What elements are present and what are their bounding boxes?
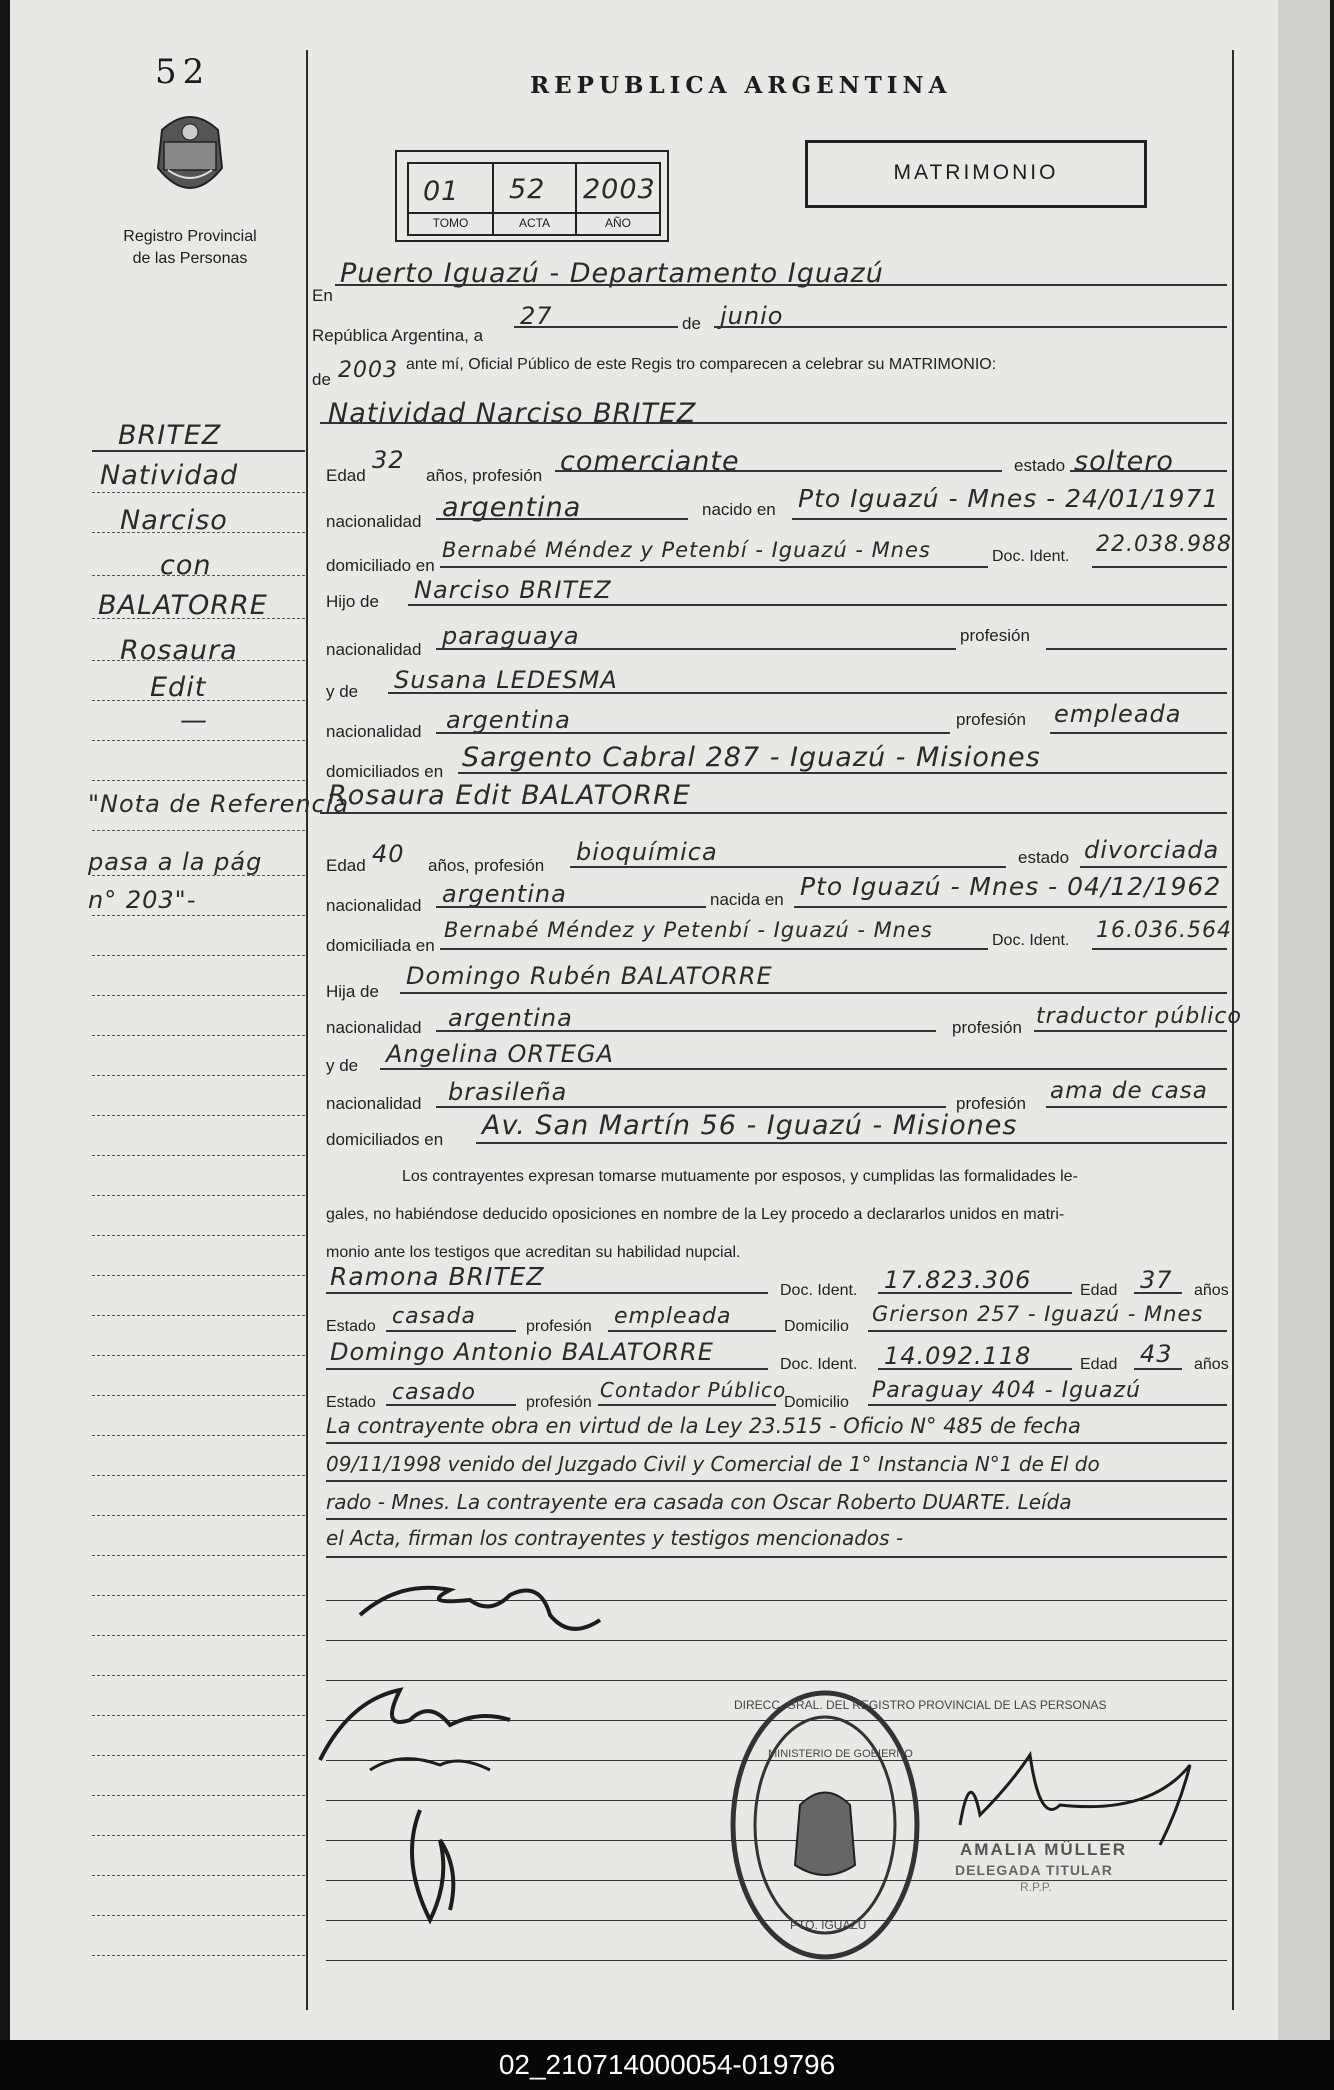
witness2-estado-label: Estado: [326, 1394, 376, 1411]
margin-note-2: pasa a la pág: [88, 848, 263, 876]
groom-mother-prof-label: profesión: [956, 710, 1026, 729]
margin-line-3: Narciso: [120, 505, 228, 536]
officer-abbr: R.P.P.: [1020, 1880, 1052, 1894]
bride-father-nat: argentina: [448, 1004, 573, 1032]
groom-profession: comerciante: [560, 446, 740, 477]
note-line-4: el Acta, firman los contrayentes y testigos mencionados -: [326, 1526, 904, 1550]
month-value: junio: [720, 302, 784, 330]
declaration-line2: gales, no habiéndose deducido oposiciones en nombre de la Ley procedo a declararlos unidos en matri-: [326, 1206, 1065, 1223]
witness1-doc: 17.823.306: [884, 1266, 1032, 1294]
witness1-estado-label: Estado: [326, 1318, 376, 1335]
de-label: de: [682, 314, 701, 333]
officer-title: DELEGADA TITULAR: [955, 1862, 1113, 1878]
bride-mother: Angelina ORTEGA: [386, 1040, 614, 1068]
bride-mother-nat: brasileña: [448, 1078, 568, 1106]
bride-parents-address: Av. San Martín 56 - Iguazú - Misiones: [482, 1110, 1018, 1141]
margin-note-1: "Nota de Referencia: [88, 790, 350, 818]
witness2-doc: 14.092.118: [884, 1342, 1032, 1370]
act-type: MATRIMONIO: [893, 161, 1059, 184]
witness2-profession: Contador Público: [600, 1378, 787, 1402]
groom-mother-nat-label: nacionalidad: [326, 722, 422, 741]
witness2-status: casado: [392, 1380, 476, 1405]
officer-name: AMALIA MÜLLER: [960, 1840, 1128, 1859]
margin-line-8: —: [180, 705, 208, 736]
groom-name: Natividad Narciso BRITEZ: [328, 398, 697, 429]
groom-address: Bernabé Méndez y Petenbí - Iguazú - Mnes: [442, 538, 931, 562]
witness2-dom-label: Domicilio: [784, 1394, 849, 1411]
margin-line-7: Edit: [150, 672, 207, 703]
groom-mother-prof: empleada: [1054, 700, 1182, 728]
margin-line-5: BALATORRE: [98, 590, 268, 621]
witness2-age: 43: [1140, 1340, 1173, 1368]
en-label: En: [312, 286, 333, 305]
document-page: [10, 0, 1320, 2040]
document-id-bar: 02_210714000054-019796: [0, 2040, 1334, 2090]
witness2-anos-label: años: [1194, 1356, 1229, 1373]
witness1-name: Ramona BRITEZ: [330, 1262, 545, 1291]
right-border: [1232, 50, 1234, 2010]
bride-anos-prof-label: años, profesión: [428, 856, 545, 875]
country-title: REPUBLICA ARGENTINA: [530, 72, 952, 99]
bride-mother-prof: ama de casa: [1050, 1078, 1208, 1104]
acta-value: 52: [509, 174, 546, 205]
witness2-prof-label: profesión: [526, 1394, 592, 1411]
groom-mother: Susana LEDESMA: [394, 666, 618, 694]
ano-value: 2003: [583, 174, 656, 205]
bride-name: Rosaura Edit BALATORRE: [328, 780, 691, 811]
bride-nationality: argentina: [442, 880, 567, 908]
witness2-address: Paraguay 404 - Iguazú: [872, 1378, 1141, 1403]
signature-bride: [310, 1670, 550, 1780]
bride-nac-label: nacionalidad: [326, 896, 422, 915]
place-value: Puerto Iguazú - Departamento Iguazú: [340, 258, 884, 289]
margin-line-4: con: [160, 550, 212, 581]
margin-divider: [306, 50, 308, 2010]
groom-dom-label: domiciliado en: [326, 556, 435, 575]
groom-civil-status: soltero: [1074, 446, 1174, 477]
bride-father: Domingo Rubén BALATORRE: [406, 962, 773, 990]
witness1-prof-label: profesión: [526, 1318, 592, 1335]
groom-parents-address: Sargento Cabral 287 - Iguazú - Misiones: [462, 742, 1041, 773]
margin-line-1: BRITEZ: [118, 420, 222, 451]
bride-birth: Pto Iguazú - Mnes - 04/12/1962: [800, 872, 1222, 901]
signature-witness: [390, 1800, 490, 1930]
witness1-dom-label: Domicilio: [784, 1318, 849, 1335]
bride-father-prof-label: profesión: [952, 1018, 1022, 1037]
bride-edad-label: Edad: [326, 856, 366, 875]
groom-anos-prof-label: años, profesión: [426, 466, 543, 485]
groom-estado-label: estado: [1014, 456, 1066, 475]
witness1-status: casada: [392, 1304, 476, 1329]
de2-label: de: [312, 370, 331, 389]
margin-line-2: Natividad: [100, 460, 239, 491]
groom-edad-label: Edad: [326, 466, 366, 485]
groom-nationality: argentina: [442, 492, 582, 523]
ano-label: AÑO: [604, 216, 631, 230]
witness2-doc-label: Doc. Ident.: [780, 1356, 858, 1373]
bride-mother-prof-label: profesión: [956, 1094, 1026, 1113]
bride-father-nat-label: nacionalidad: [326, 1018, 422, 1037]
margin-note-3: n° 203"-: [88, 886, 197, 914]
binding-strip: [1278, 0, 1330, 2040]
stamp-inner-text: MINISTERIO DE GOBIERNO: [768, 1748, 913, 1760]
groom-yde-label: y de: [326, 682, 359, 701]
groom-parents-dom-label: domiciliados en: [326, 762, 444, 781]
groom-father-nat: paraguaya: [442, 622, 580, 650]
margin-line-6: Rosaura: [120, 635, 238, 666]
tomo-label: TOMO: [432, 216, 469, 230]
groom-birth: Pto Iguazú - Mnes - 24/01/1971: [798, 484, 1220, 513]
acta-label: ACTA: [518, 216, 551, 230]
groom-doc-label: Doc. Ident.: [992, 548, 1070, 565]
bride-yde-label: y de: [326, 1056, 359, 1075]
act-type-box: [805, 140, 1147, 208]
bride-age: 40: [372, 840, 405, 868]
groom-nacido-label: nacido en: [702, 500, 776, 519]
act-number-box: [395, 150, 669, 242]
signature-officer: [950, 1745, 1210, 1855]
groom-age: 32: [372, 446, 405, 474]
witness2-edad-label: Edad: [1080, 1356, 1118, 1373]
bride-nacida-label: nacida en: [710, 890, 784, 909]
groom-father-nat-label: nacionalidad: [326, 640, 422, 659]
witness1-age: 37: [1140, 1266, 1173, 1294]
groom-hijo-label: Hijo de: [326, 592, 379, 611]
declaration-line1: Los contrayentes expresan tomarse mutuamente por esposos, y cumplidas las formalidades le-: [402, 1168, 1078, 1185]
bride-father-prof: traductor público: [1036, 1004, 1242, 1029]
note-line-2: 09/11/1998 venido del Juzgado Civil y Comercial de 1° Instancia N°1 de El do: [326, 1452, 1100, 1476]
declaration-line3: monio ante los testigos que acreditan su habilidad nupcial.: [326, 1244, 741, 1261]
year-value: 2003: [338, 358, 398, 383]
groom-mother-nat: argentina: [446, 706, 571, 734]
groom-father: Narciso BRITEZ: [414, 576, 612, 604]
bride-civil-status: divorciada: [1084, 836, 1220, 864]
witness1-address: Grierson 257 - Iguazú - Mnes: [872, 1302, 1204, 1326]
bride-parents-dom-label: domiciliados en: [326, 1130, 444, 1149]
bride-doc: 16.036.564: [1096, 918, 1232, 943]
bride-estado-label: estado: [1018, 848, 1070, 867]
witness1-edad-label: Edad: [1080, 1282, 1118, 1299]
ante-text: ante mí, Oficial Público de este Regis tro comparecen a celebrar su MATRIMONIO:: [406, 356, 997, 373]
groom-doc: 22.038.988: [1096, 532, 1232, 557]
signature-groom: [340, 1560, 640, 1650]
witness2-name: Domingo Antonio BALATORRE: [330, 1338, 714, 1366]
bride-hija-label: Hija de: [326, 982, 379, 1001]
witness1-doc-label: Doc. Ident.: [780, 1282, 858, 1299]
provincial-seal-icon: [150, 108, 230, 206]
day-value: 27: [520, 302, 553, 330]
bride-address: Bernabé Méndez y Petenbí - Iguazú - Mnes: [444, 918, 933, 942]
page-number: 52: [155, 52, 211, 92]
tomo-value: 01: [423, 176, 460, 207]
bride-doc-label: Doc. Ident.: [992, 932, 1070, 949]
registry-line1: Registro Provincial: [123, 228, 257, 245]
stamp-bottom-text: PTO. IGUAZU: [790, 1918, 867, 1932]
bride-profession: bioquímica: [576, 838, 718, 866]
bride-mother-nat-label: nacionalidad: [326, 1094, 422, 1113]
note-line-3: rado - Mnes. La contrayente era casada con Oscar Roberto DUARTE. Leída: [326, 1490, 1072, 1514]
republica-label: República Argentina, a: [312, 326, 484, 345]
stamp-ring-text: DIRECC. GRAL. DEL REGISTRO PROVINCIAL DE LAS PERSONAS: [734, 1698, 1107, 1712]
groom-father-prof-label: profesión: [960, 626, 1030, 645]
groom-nac-label: nacionalidad: [326, 512, 422, 531]
note-line-1: La contrayente obra en virtud de la Ley 23.515 - Oficio N° 485 de fecha: [326, 1414, 1081, 1438]
witness1-anos-label: años: [1194, 1282, 1229, 1299]
witness1-profession: empleada: [614, 1304, 732, 1329]
bride-dom-label: domiciliada en: [326, 936, 435, 955]
registry-line2: de las Personas: [132, 250, 248, 267]
